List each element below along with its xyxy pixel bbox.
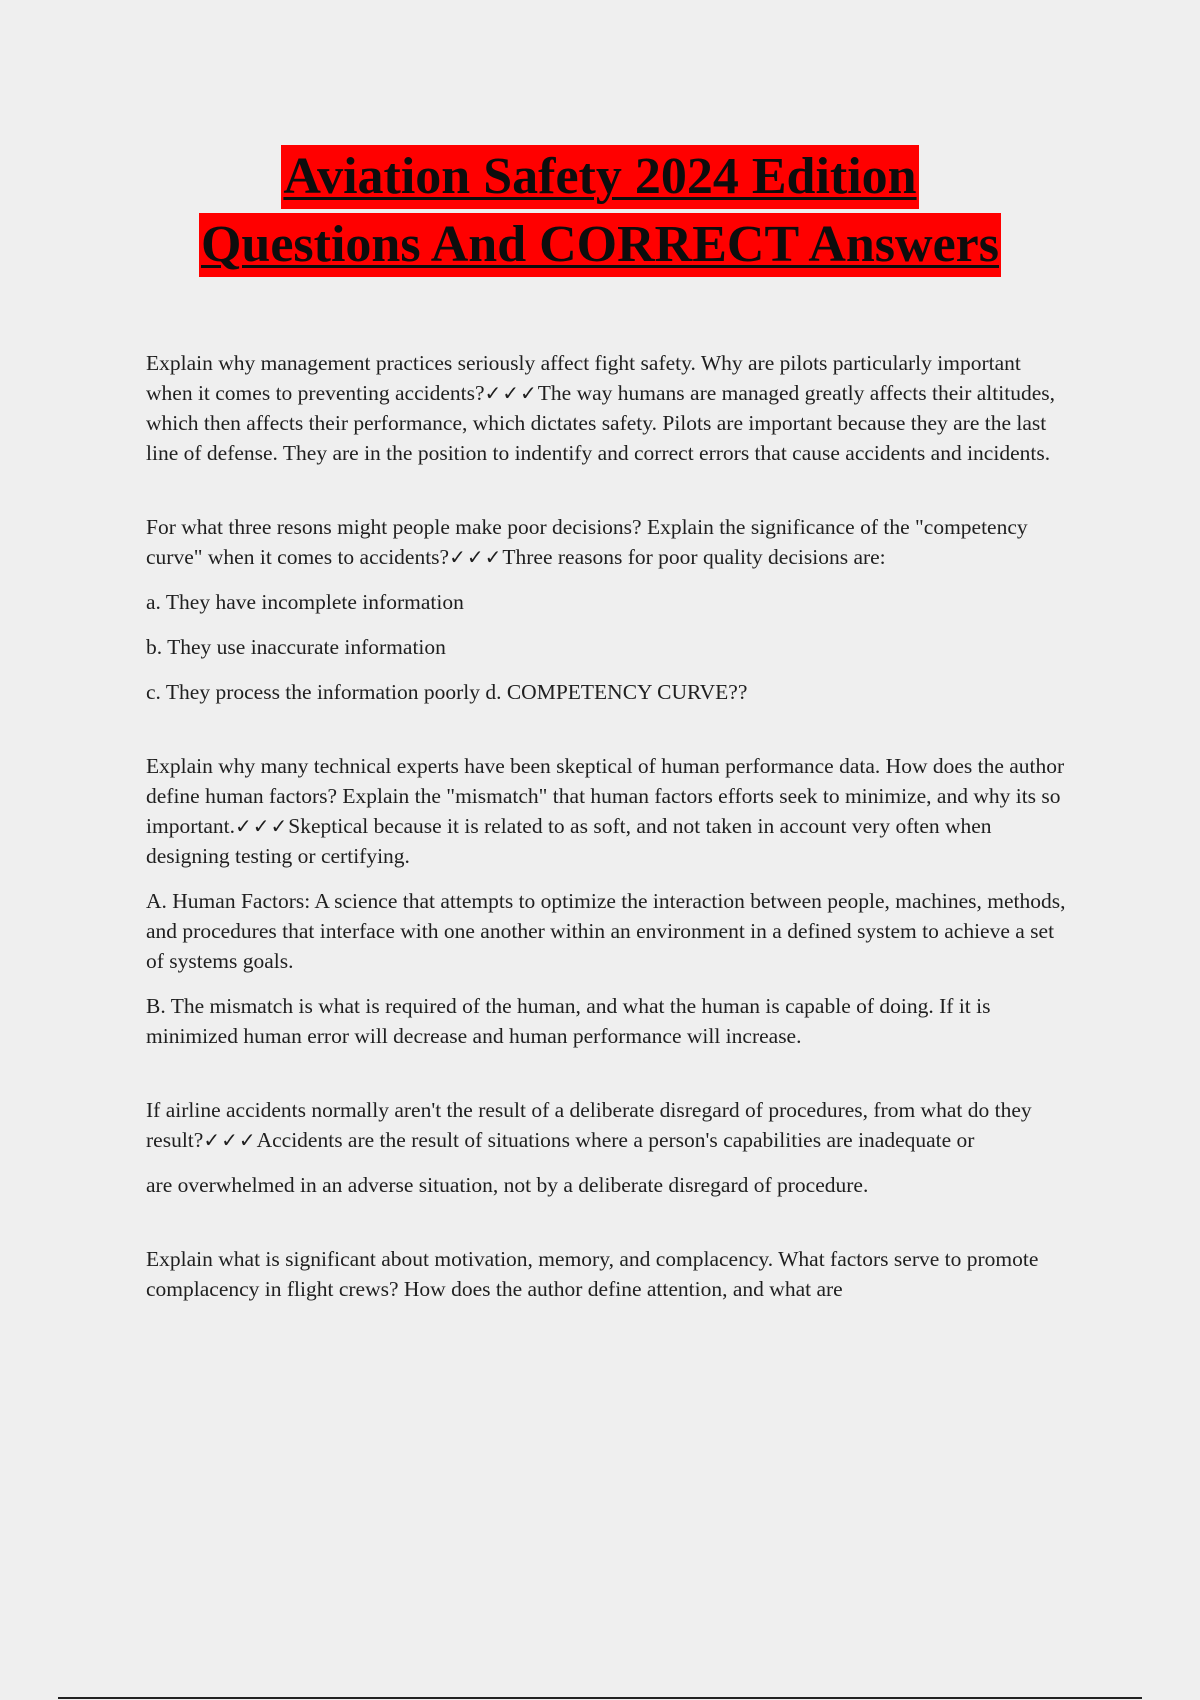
qa-paragraph [146, 512, 1066, 572]
qa-item-4 [146, 1095, 1066, 1200]
qa-paragraph [146, 1244, 1066, 1304]
qa-item-2 [146, 512, 1066, 707]
answer-text: Three reasons for poor quality decisions are: [502, 545, 886, 569]
qa-content [146, 348, 1066, 1348]
answer-paragraph: A. Human Factors: A science that attempts to optimize the interaction between people, machines, methods, and procedures that interface with one another within an environment in a defined system to achieve a set of systems goals. [146, 889, 1066, 973]
title-line-2: Questions And CORRECT Answers [199, 213, 1001, 277]
check-mark-icon: ✓✓✓ [203, 1128, 257, 1152]
document-title [0, 145, 1200, 277]
answer-paragraph: are overwhelmed in an adverse situation, not by a deliberate disregard of procedure. [146, 1173, 869, 1197]
question-text: For what three resons might people make poor decisions? Explain the significance of the "competency curve" when it comes to accidents? [146, 515, 1028, 569]
title-line-1: Aviation Safety 2024 Edition [281, 145, 918, 209]
answer-list-item: b. They use inaccurate information [146, 635, 446, 659]
answer-paragraph: B. The mismatch is what is required of the human, and what the human is capable of doing. If it is minimized human error will decrease and human performance will increase. [146, 994, 991, 1048]
answer-list-item: c. They process the information poorly d. COMPETENCY CURVE?? [146, 680, 748, 704]
answer-list-item: a. They have incomplete information [146, 590, 464, 614]
answer-text: Skeptical because it is related to as soft, and not taken in account very often when designing testing or certifying. [146, 814, 992, 868]
qa-paragraph [146, 348, 1066, 468]
question-text: If airline accidents normally aren't the result of a deliberate disregard of procedures, from what do they result? [146, 1098, 1032, 1152]
check-mark-icon: ✓✓✓ [484, 381, 538, 405]
answer-text: Accidents are the result of situations where a person's capabilities are inadequate or [256, 1128, 975, 1152]
qa-item-3 [146, 751, 1066, 1051]
question-text: Explain why management practices seriously affect fight safety. Why are pilots particularly important when it comes to preventing accidents? [146, 351, 1021, 405]
answer-text: The way humans are managed greatly affects their altitudes, which then affects their performance, which dictates safety. Pilots are important because they are the last line of defense. They are in the position to indentify and correct errors that cause accidents and incidents. [146, 381, 1055, 465]
question-text: Explain what is significant about motivation, memory, and complacency. What factors serve to promote complacency in flight crews? How does the author define attention, and what are [146, 1247, 1039, 1301]
qa-item-1 [146, 348, 1066, 468]
question-text: Explain why many technical experts have been skeptical of human performance data. How does the author define human factors? Explain the "mismatch" that human factors efforts seek to minimize, and why its so important. [146, 754, 1065, 838]
qa-paragraph [146, 1095, 1066, 1155]
check-mark-icon: ✓✓✓ [234, 814, 289, 838]
footer-divider [58, 1697, 1142, 1699]
check-mark-icon: ✓✓✓ [449, 545, 503, 569]
qa-paragraph [146, 751, 1066, 871]
qa-item-5 [146, 1244, 1066, 1304]
